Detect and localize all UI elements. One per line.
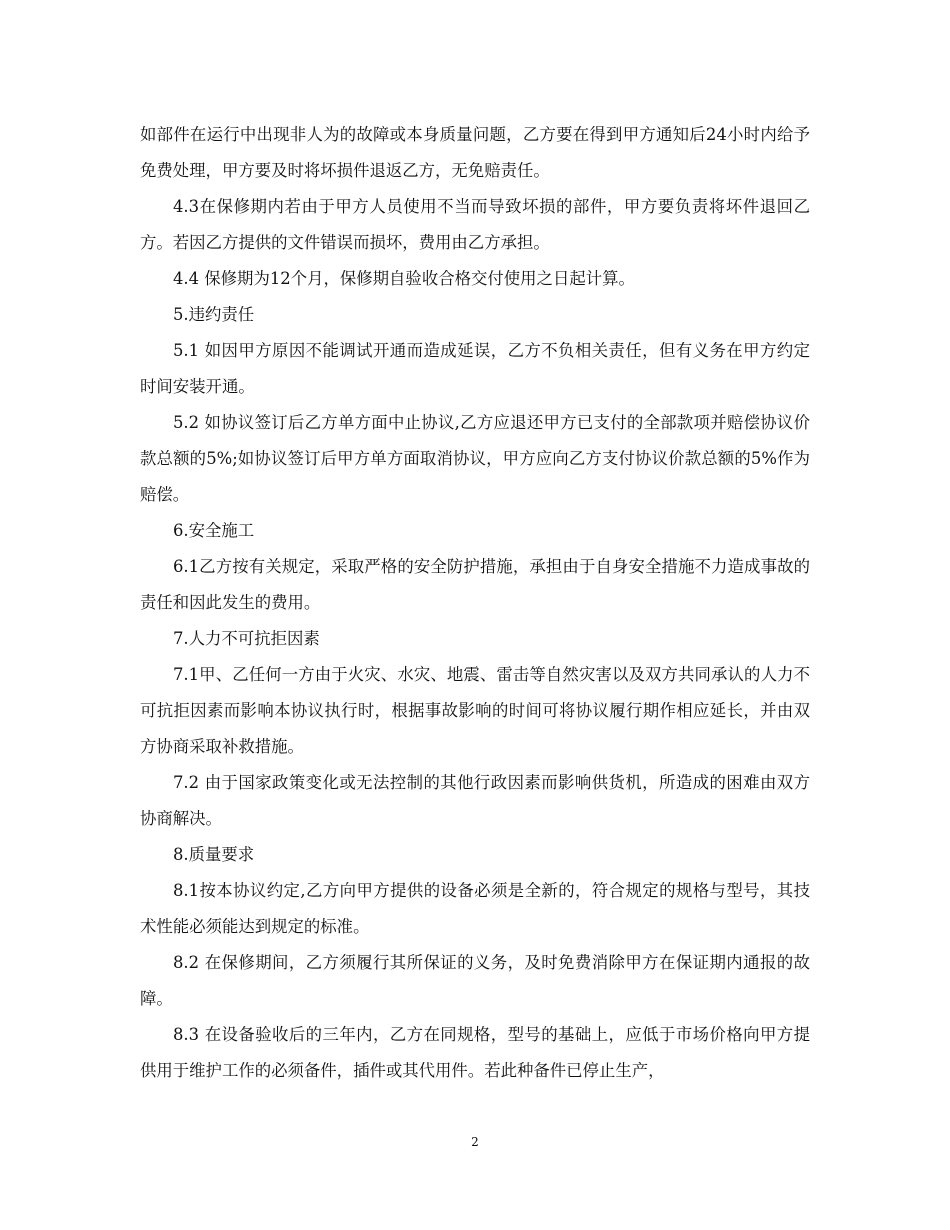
paragraph-clause-8-1: 8.1按本协议约定,乙方向甲方提供的设备必须是全新的，符合规定的规格与型号，其技术性能必须能达到规定的标准。 bbox=[140, 881, 810, 936]
section-heading-8: 8.质量要求 bbox=[173, 845, 255, 864]
section-heading-6: 6.安全施工 bbox=[173, 521, 255, 540]
paragraph-clause-6-1: 6.1乙方按有关规定，采取严格的安全防护措施，承担由于自身安全措施不力造成事故的责任和因此发生的费用。 bbox=[140, 557, 810, 612]
paragraph-clause-4-3: 4.3在保修期内若由于甲方人员使用不当而导致坏损的部件，甲方要负责将坏件退回乙方。若因乙方提供的文件错误而损坏，费用由乙方承担。 bbox=[140, 197, 810, 252]
paragraph-continuation: 如部件在运行中出现非人为的故障或本身质量问题，乙方要在得到甲方通知后24小时内给予免费处理，甲方要及时将坏损件退返乙方，无免赔责任。 bbox=[140, 125, 810, 180]
paragraph-clause-5-2: 5.2 如协议签订后乙方单方面中止协议,乙方应退还甲方已支付的全部款项并赔偿协议价款总额的5%;如协议签订后甲方单方面取消协议，甲方应向乙方支付协议价款总额的5%作为赔偿。 bbox=[140, 413, 810, 504]
paragraph-clause-4-4: 4.4 保修期为12个月，保修期自验收合格交付使用之日起计算。 bbox=[173, 269, 635, 288]
paragraph-clause-5-1: 5.1 如因甲方原因不能调试开通而造成延误，乙方不负相关责任，但有义务在甲方约定时间安装开通。 bbox=[140, 341, 810, 396]
document-body bbox=[140, 117, 810, 1089]
paragraph-clause-8-3: 8.3 在设备验收后的三年内，乙方在同规格，型号的基础上，应低于市场价格向甲方提供用于维护工作的必须备件，插件或其代用件。若此种备件已停止生产， bbox=[140, 1025, 810, 1080]
page-number: 2 bbox=[471, 1135, 479, 1149]
paragraph-clause-7-1: 7.1甲、乙任何一方由于火灾、水灾、地震、雷击等自然灾害以及双方共同承认的人力不可抗拒因素而影响本协议执行时，根据事故影响的时间可将协议履行期作相应延长，并由双方协商采取补救措施。 bbox=[140, 665, 810, 756]
section-heading-5: 5.违约责任 bbox=[173, 305, 255, 324]
section-heading-7: 7.人力不可抗拒因素 bbox=[173, 629, 320, 648]
paragraph-clause-7-2: 7.2 由于国家政策变化或无法控制的其他行政因素而影响供货机，所造成的困难由双方协商解决。 bbox=[140, 773, 810, 828]
paragraph-clause-8-2: 8.2 在保修期间，乙方须履行其所保证的义务，及时免费消除甲方在保证期内通报的故障。 bbox=[140, 953, 810, 1008]
